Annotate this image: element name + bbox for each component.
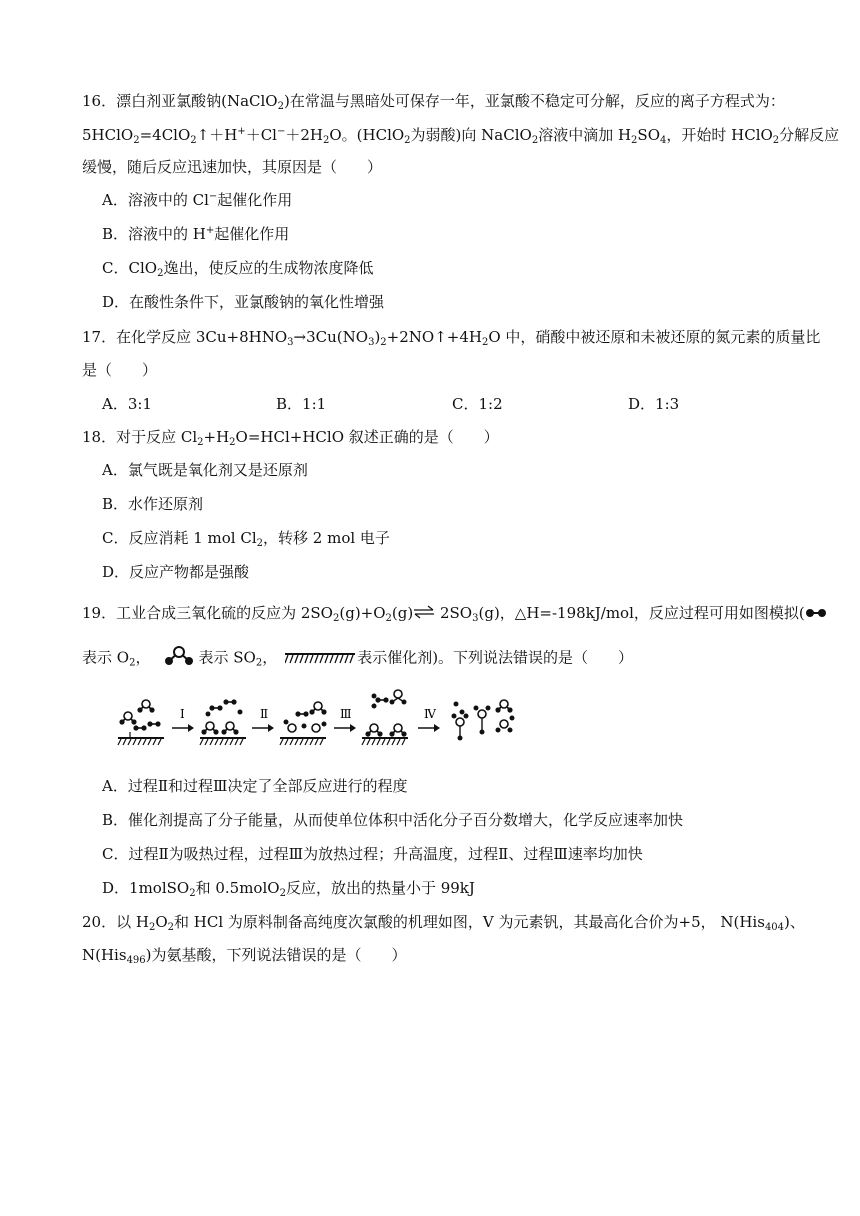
process-arrow-3 [334,707,356,732]
catalyst-surface-icon [285,649,355,669]
reaction-process-diagram [112,684,532,756]
q18-option-b: B．水作还原剂 [102,495,204,513]
q16-option-b: B．溶液中的 H+起催化作用 [102,225,290,243]
q19-option-b: B．催化剂提高了分子能量，从而使单位体积中活化分子百分数增大，化学反应速率加快 [102,811,684,829]
q16-option-d: D．在酸性条件下，亚氯酸钠的氧化性增强 [102,293,385,311]
diagram-stage-initial [118,700,164,745]
step-label-3: Ⅲ [340,707,352,721]
sulfur-dioxide-molecule-icon [164,646,194,671]
q20-line2: N(His$_{496}$)为氨基酸，下列说法错误的是（ ） [82,946,407,966]
q19-line2: 表示 $O_2$， 表示 $SO_2$， 表示催化剂)。下列说法错误的是（ ） [82,646,633,671]
q17-option-a: A．3:1 [102,395,152,413]
q16-line3: 缓慢，随后反应迅速加快，其原因是（ ） [82,158,383,176]
equilibrium-arrow-icon [413,604,435,624]
q17-line1: 17．在化学反应 $3Cu+8HNO_3\to 3Cu(NO_3)_2+2NO↑+4H_2O$ 中，硝酸中被还原和未被还原的氮元素的质量比 [82,328,821,348]
step-label-1: Ⅰ [180,707,185,721]
q16-option-a: A．溶液中的 Cl−起催化作用 [102,191,293,209]
q18-option-a: A．氯气既是氧化剂又是还原剂 [102,461,308,479]
q18-option-c: C．反应消耗 1 mol $Cl_2$，转移 2 mol 电子 [102,529,390,549]
q16-option-c: C．ClO$_2$逸出，使反应的生成物浓度降低 [102,259,374,279]
q16-line1: 16．漂白剂亚氯酸钠(NaClO$_2$)在常温与黑暗处可保存一年，亚氯酸不稳定可分解，反应的离子方程式为： [82,92,785,112]
q19-line1: 19．工业合成三氧化硫的反应为 $2SO_2(g)+O_2(g)$ $2SO_3(g)$，△H=-198kJ/mol，反应过程可用如图模拟( [82,603,827,624]
step-label-2: Ⅱ [260,707,269,721]
q17-option-c: C．1:2 [452,395,503,413]
q19-option-d: D．1molSO$_2$和 0.5molO$_2$反应，放出的热量小于 99kJ [102,879,475,899]
q17-option-d: D．1:3 [628,395,680,413]
q18-option-d: D．反应产物都是强酸 [102,563,250,581]
oxygen-molecule-icon [805,604,827,624]
q17-line2: 是（ ） [82,361,158,379]
process-arrow-1 [172,707,194,732]
step-label-4: Ⅳ [424,707,436,721]
process-arrow-2 [252,707,274,732]
q19-option-c: C．过程Ⅱ为吸热过程，过程Ⅲ为放热过程；升高温度，过程Ⅱ、过程Ⅲ速率均加快 [102,845,643,863]
q20-line1: 20．以 $H_2O_2$和 HCl 为原料制备高纯度次氯酸的机理如图，V 为元素钒，其最高化合价为+5， N(His$_{404}$)、 [82,913,805,933]
diagram-stage-3 [362,690,408,745]
diagram-stage-final [452,700,515,741]
diagram-stage-2 [280,702,327,745]
q17-option-b: B．1:1 [276,395,327,413]
q19-option-a: A．过程Ⅱ和过程Ⅲ决定了全部反应进行的程度 [102,777,408,795]
q18-line1: 18．对于反应 $Cl_2+H_2O=HCl+HClO$ 叙述正确的是（ ） [82,428,499,448]
q16-line2: $5HClO_2=4ClO_2↑+H^++Cl^-+2H_2O$。(HClO$_2$为弱酸)向 NaClO$_2$溶液中滴加 $H_2SO_4$，开始时 HClO$_2$分解反应 [82,126,840,146]
diagram-stage-1 [200,699,246,745]
process-arrow-4 [418,707,440,732]
